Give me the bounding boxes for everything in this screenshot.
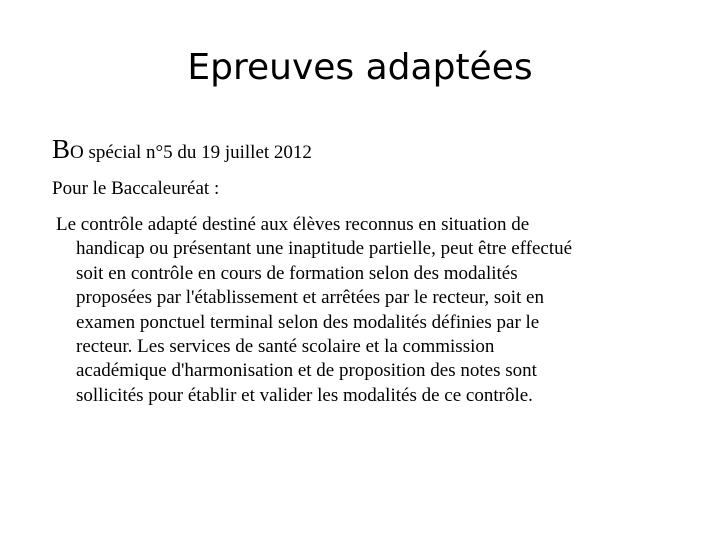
body-paragraph	[56, 213, 656, 408]
official-bulletin-reference	[52, 134, 312, 168]
reference-initial: B	[52, 134, 71, 164]
body-line: soit en contrôle en cours de formation selon des modalités	[76, 262, 518, 284]
body-line: sollicités pour établir et valider les modalités de ce contrôle.	[76, 384, 533, 406]
body-line: académique d'harmonisation et de proposition des notes sont	[76, 360, 537, 382]
body-line: recteur. Les services de santé scolaire et la commission	[76, 336, 495, 358]
body-line: examen ponctuel terminal selon des modalités définies par le	[76, 311, 540, 333]
slide-title: Epreuves adaptées	[187, 47, 533, 88]
body-line: handicap ou présentant une inaptitude partielle, peut être effectué	[76, 238, 573, 260]
body-line: Le contrôle adapté destiné aux élèves reconnus en situation de	[56, 214, 530, 235]
baccalaureat-heading: Pour le Baccaleuréat :	[52, 178, 220, 199]
body-line: proposées par l'établissement et arrêtées par le recteur, soit en	[76, 287, 544, 309]
reference-text: O spécial n°5 du 19 juillet 2012	[70, 142, 312, 163]
